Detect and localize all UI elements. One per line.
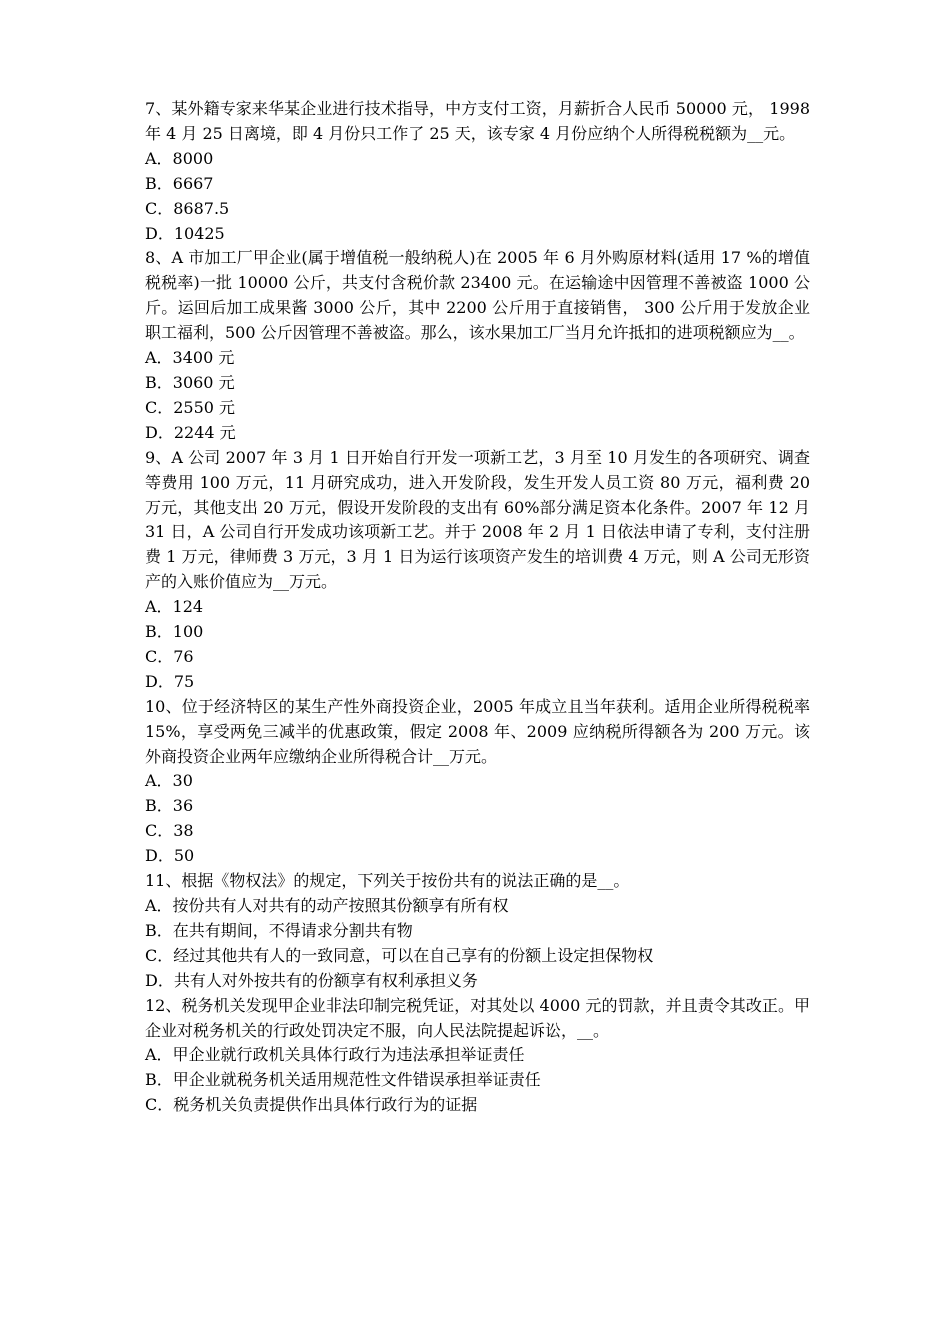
question-stem: 11、根据《物权法》的规定，下列关于按份共有的说法正确的是__。 — [145, 871, 630, 891]
option-c: C．38 — [145, 821, 194, 841]
option-b: B．甲企业就税务机关适用规范性文件错误承担举证责任 — [145, 1070, 541, 1090]
question-11 — [145, 869, 810, 994]
question-stem: 7、某外籍专家来华某企业进行技术指导，中方支付工资，月薪折合人民币 50000 元， 1998 年 4 月 25 日离境，即 4 月份只工作了 25 天，该专家 4 月份应纳个人所得税税额为__元。 — [145, 99, 810, 143]
question-stem: 10、位于经济特区的某生产性外商投资企业，2005 年成立且当年获利。适用企业所得税税率 15%，享受两免三减半的优惠政策，假定 2008 年、2009 应纳税所得额各为 200 万元。该外商投资企业两年应缴纳企业所得税合计__万元。 — [145, 696, 810, 766]
option-c: C．经过其他共有人的一致同意，可以在自己享有的份额上设定担保物权 — [145, 945, 654, 965]
question-7 — [145, 97, 810, 246]
question-stem: 9、A 公司 2007 年 3 月 1 日开始自行开发一项新工艺，3 月至 10 月发生的各项研究、调查等费用 100 万元，11 月研究成功，进入开发阶段，发生开发人员工资 80 万元，福利费 20 万元，其他支出 20 万元，假设开发阶段的支出有 60%部分满足资本化条件。2007 年 12 月 31 日，A 公司自行开发成功该项新工艺。并于 2008 年 2 月 1 日依法申请了专利，支付注册费 1 万元，律师费 3 万元，3 月 1 日为运行该项资产发生的培训费 4 万元，则 A 公司无形资产的入账价值应为__万元。 — [145, 447, 810, 592]
option-c: C．76 — [145, 646, 194, 666]
option-d: D．共有人对外按共有的份额享有权利承担义务 — [145, 970, 478, 990]
option-a: A．3400 元 — [145, 348, 235, 368]
option-b: B．6667 — [145, 173, 214, 193]
question-stem: 12、税务机关发现甲企业非法印制完税凭证，对其处以 4000 元的罚款，并且责令其改正。甲企业对税务机关的行政处罚决定不服，向人民法院提起诉讼，__。 — [145, 995, 810, 1040]
question-stem: 8、A 市加工厂甲企业(属于增值税一般纳税人)在 2005 年 6 月外购原材料(适用 17 %的增值税税率)一批 10000 公斤，共支付含税价款 23400 元。在运输途中因管理不善被盗 1000 公斤。运回后加工成果酱 3000 公斤，其中 2200 公斤用于直接销售， 300 公斤用于发放企业职工福利，500 公斤因管理不善被盗。那么，该水果加工厂当月允许抵扣的进项税额应为__。 — [145, 248, 810, 343]
option-b: B．在共有期间，不得请求分割共有物 — [145, 920, 413, 940]
option-a: A．按份共有人对共有的动产按照其份额享有所有权 — [145, 896, 509, 915]
option-c: C．8687.5 — [145, 198, 230, 218]
option-a: A．甲企业就行政机关具体行政行为违法承担举证责任 — [145, 1045, 525, 1065]
option-d: D．75 — [145, 671, 195, 691]
question-12 — [145, 994, 810, 1119]
option-b: B．36 — [145, 796, 194, 816]
question-10 — [145, 695, 810, 869]
option-a: A．30 — [145, 771, 193, 791]
option-c: C．2550 元 — [145, 397, 236, 417]
option-d: D．10425 — [145, 223, 225, 243]
option-a: A．8000 — [145, 148, 214, 168]
question-8 — [145, 246, 810, 445]
option-d: D．50 — [145, 846, 195, 866]
option-d: D．2244 元 — [145, 422, 236, 442]
option-b: B．100 — [145, 622, 204, 642]
option-a: A．124 — [145, 597, 204, 617]
question-9 — [145, 446, 810, 695]
option-c: C．税务机关负责提供作出具体行政行为的证据 — [145, 1095, 478, 1115]
option-b: B．3060 元 — [145, 372, 235, 392]
document-page — [145, 97, 810, 1118]
